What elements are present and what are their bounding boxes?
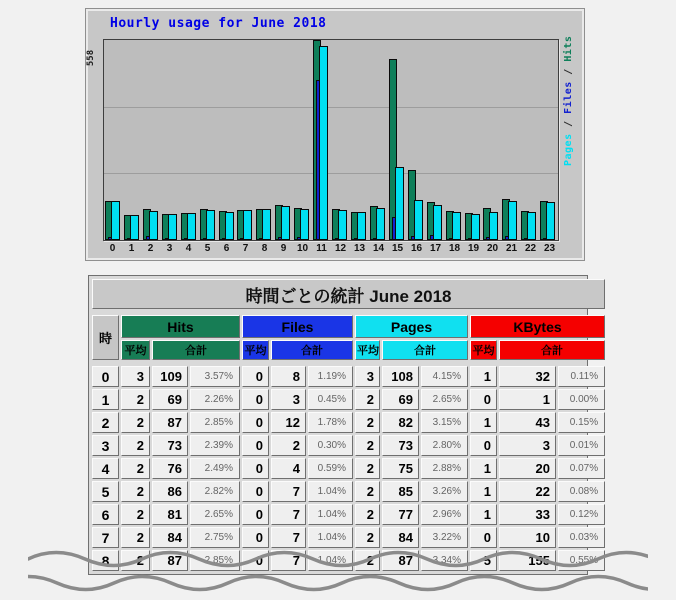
cell-hits-pct: 2.85%	[190, 412, 240, 433]
cell-files-pct: 1.04%	[308, 481, 353, 502]
bar-pages	[319, 46, 328, 240]
cell-kbytes-avg: 1	[470, 481, 497, 502]
hour-bar-group	[236, 40, 255, 240]
cell-files-pct: 1.78%	[308, 412, 353, 433]
bar-pages	[225, 212, 234, 240]
cell-hits-pct: 2.75%	[190, 527, 240, 548]
x-axis-labels	[103, 243, 559, 254]
chart-title: Hourly usage for June 2018	[110, 16, 327, 31]
files-avg-header: 平均	[242, 340, 269, 360]
x-axis-tick-label: 11	[316, 243, 327, 254]
cell-hour: 8	[92, 550, 119, 571]
cell-hits-pct: 2.85%	[190, 550, 240, 571]
spacer-row	[92, 311, 605, 313]
cell-kbytes-pct: 0.03%	[558, 527, 605, 548]
cell-pages-total: 82	[382, 412, 419, 433]
cell-hits-avg: 2	[121, 389, 150, 410]
kbytes-avg-header: 平均	[470, 340, 497, 360]
x-axis-tick-label: 20	[486, 243, 499, 254]
cell-hits-pct: 2.65%	[190, 504, 240, 525]
cell-files-avg: 0	[242, 389, 269, 410]
bar-pages	[187, 213, 196, 240]
hour-bar-group	[464, 40, 483, 240]
bar-pages	[452, 212, 461, 240]
hour-bar-group	[369, 40, 388, 240]
x-axis-tick-label: 23	[543, 243, 556, 254]
cell-kbytes-avg: 1	[470, 458, 497, 479]
x-axis-tick-label: 7	[242, 243, 249, 254]
hour-bar-group	[293, 40, 312, 240]
cell-hits-avg: 2	[121, 504, 150, 525]
bar-pages	[168, 214, 177, 240]
bar-pages	[300, 209, 309, 240]
cell-hour: 4	[92, 458, 119, 479]
cell-pages-pct: 3.34%	[421, 550, 468, 571]
cell-kbytes-pct: 0.00%	[558, 389, 605, 410]
bars-container	[104, 40, 558, 240]
x-axis-tick-label: 18	[448, 243, 461, 254]
cell-hits-total: 69	[152, 389, 188, 410]
cell-files-pct: 1.04%	[308, 504, 353, 525]
cell-hits-total: 73	[152, 435, 188, 456]
x-axis-tick-label: 8	[261, 243, 268, 254]
cell-files-avg: 0	[242, 366, 269, 387]
table-row	[92, 481, 605, 502]
cell-kbytes-pct: 0.15%	[558, 412, 605, 433]
right-axis-label	[563, 36, 574, 166]
cell-files-avg: 0	[242, 504, 269, 525]
cell-kbytes-avg: 1	[470, 412, 497, 433]
cell-pages-avg: 2	[355, 481, 380, 502]
x-axis-tick-label: 0	[109, 243, 116, 254]
x-axis-tick-label: 4	[185, 243, 192, 254]
cell-files-avg: 0	[242, 527, 269, 548]
cell-pages-total: 87	[382, 550, 419, 571]
cell-hits-pct: 2.26%	[190, 389, 240, 410]
kbytes-total-header: 合計	[499, 340, 605, 360]
hour-bar-group	[312, 40, 331, 240]
hour-bar-group	[255, 40, 274, 240]
y-axis-max-label: 558	[86, 49, 96, 67]
hour-bar-group	[520, 40, 539, 240]
cell-pages-avg: 2	[355, 550, 380, 571]
cell-files-total: 7	[271, 527, 306, 548]
cell-kbytes-avg: 0	[470, 435, 497, 456]
cell-kbytes-avg: 0	[470, 389, 497, 410]
cell-kbytes-total: 3	[499, 435, 556, 456]
x-axis-tick-label: 3	[166, 243, 173, 254]
cell-kbytes-total: 20	[499, 458, 556, 479]
cell-kbytes-total: 32	[499, 366, 556, 387]
cell-hits-avg: 2	[121, 550, 150, 571]
table-title: 時間ごとの統計 June 2018	[92, 279, 605, 309]
cell-files-total: 7	[271, 550, 306, 571]
cell-hits-avg: 2	[121, 481, 150, 502]
cell-hits-avg: 2	[121, 435, 150, 456]
bar-pages	[111, 201, 120, 240]
cell-hits-pct: 2.49%	[190, 458, 240, 479]
x-axis-tick-label: 6	[223, 243, 230, 254]
x-axis-tick-label: 21	[505, 243, 518, 254]
table-row	[92, 435, 605, 456]
cell-pages-total: 84	[382, 527, 419, 548]
bar-pages	[262, 209, 271, 240]
bar-pages	[149, 211, 158, 240]
pages-total-header: 合計	[382, 340, 468, 360]
hour-bar-group	[274, 40, 293, 240]
cell-kbytes-total: 43	[499, 412, 556, 433]
hour-bar-group	[161, 40, 180, 240]
hour-bar-group	[350, 40, 369, 240]
bar-pages	[527, 212, 536, 240]
cell-pages-pct: 2.88%	[421, 458, 468, 479]
cell-pages-pct: 4.15%	[421, 366, 468, 387]
pages-avg-header: 平均	[355, 340, 380, 360]
cell-pages-pct: 2.80%	[421, 435, 468, 456]
cell-pages-total: 85	[382, 481, 419, 502]
cell-files-total: 4	[271, 458, 306, 479]
cell-pages-avg: 3	[355, 366, 380, 387]
cell-pages-total: 69	[382, 389, 419, 410]
legend-files: Files	[563, 81, 574, 114]
cell-pages-avg: 2	[355, 504, 380, 525]
cell-files-pct: 1.04%	[308, 527, 353, 548]
cell-files-avg: 0	[242, 458, 269, 479]
hourly-stats-table-frame	[88, 275, 599, 575]
cell-kbytes-total: 22	[499, 481, 556, 502]
pages-header: Pages	[355, 315, 468, 338]
cell-hits-avg: 2	[121, 458, 150, 479]
bar-pages	[130, 215, 139, 240]
cell-kbytes-avg: 1	[470, 504, 497, 525]
cell-hour: 3	[92, 435, 119, 456]
cell-files-pct: 0.59%	[308, 458, 353, 479]
cell-files-avg: 0	[242, 412, 269, 433]
legend-hits: Hits	[563, 35, 574, 62]
x-axis-tick-label: 14	[372, 243, 385, 254]
bar-pages	[508, 201, 517, 240]
hour-bar-group	[426, 40, 445, 240]
cell-pages-pct: 2.65%	[421, 389, 468, 410]
cell-hits-total: 86	[152, 481, 188, 502]
cell-pages-total: 108	[382, 366, 419, 387]
hour-bar-group	[104, 40, 123, 240]
cell-hits-total: 84	[152, 527, 188, 548]
cell-hits-pct: 3.57%	[190, 366, 240, 387]
legend-separator: /	[563, 113, 574, 134]
table-row	[92, 366, 605, 387]
hour-bar-group	[445, 40, 464, 240]
cell-pages-avg: 2	[355, 527, 380, 548]
cell-files-total: 7	[271, 481, 306, 502]
cell-files-avg: 0	[242, 481, 269, 502]
x-axis-tick-label: 13	[353, 243, 366, 254]
bar-pages	[243, 210, 252, 240]
x-axis-tick-label: 2	[147, 243, 154, 254]
table-row	[92, 412, 605, 433]
x-axis-tick-label: 10	[296, 243, 309, 254]
cell-hits-pct: 2.39%	[190, 435, 240, 456]
cell-hour: 7	[92, 527, 119, 548]
cell-files-pct: 1.19%	[308, 366, 353, 387]
bar-pages	[281, 206, 290, 240]
x-axis-tick-label: 16	[410, 243, 423, 254]
cell-kbytes-pct: 0.11%	[558, 366, 605, 387]
bar-pages	[206, 210, 215, 240]
files-header: Files	[242, 315, 353, 338]
hourly-usage-chart	[85, 8, 585, 261]
legend-pages: Pages	[563, 133, 574, 166]
kbytes-header: KBytes	[470, 315, 605, 338]
hits-avg-header: 平均	[121, 340, 150, 360]
hour-bar-group	[142, 40, 161, 240]
hour-bar-group	[218, 40, 237, 240]
spacer-row	[92, 362, 605, 364]
legend-separator: /	[563, 61, 574, 82]
bar-pages	[489, 212, 498, 240]
cell-hits-pct: 2.82%	[190, 481, 240, 502]
cell-kbytes-pct: 0.08%	[558, 481, 605, 502]
hour-bar-group	[331, 40, 350, 240]
cell-pages-total: 75	[382, 458, 419, 479]
hits-total-header: 合計	[152, 340, 240, 360]
hour-bar-group	[482, 40, 501, 240]
hour-column-header: 時	[92, 315, 119, 360]
table-row	[92, 504, 605, 525]
x-axis-tick-label: 19	[467, 243, 480, 254]
cell-hour: 6	[92, 504, 119, 525]
hour-bar-group	[180, 40, 199, 240]
cell-files-pct: 1.04%	[308, 550, 353, 571]
x-axis-tick-label: 12	[334, 243, 347, 254]
cell-files-avg: 0	[242, 550, 269, 571]
cell-pages-total: 73	[382, 435, 419, 456]
hour-bar-group	[199, 40, 218, 240]
cell-kbytes-pct: 0.01%	[558, 435, 605, 456]
cell-pages-pct: 3.15%	[421, 412, 468, 433]
bar-pages	[546, 202, 555, 240]
cell-files-total: 3	[271, 389, 306, 410]
x-axis-tick-label: 22	[524, 243, 537, 254]
bar-pages	[395, 167, 404, 240]
cell-kbytes-pct: 0.12%	[558, 504, 605, 525]
hour-bar-group	[501, 40, 520, 240]
plot-area	[103, 39, 559, 241]
cell-pages-avg: 2	[355, 435, 380, 456]
cell-hour: 2	[92, 412, 119, 433]
hits-header: Hits	[121, 315, 240, 338]
cell-files-pct: 0.30%	[308, 435, 353, 456]
cell-pages-avg: 2	[355, 389, 380, 410]
files-total-header: 合計	[271, 340, 353, 360]
cell-pages-avg: 2	[355, 458, 380, 479]
cell-kbytes-total: 10	[499, 527, 556, 548]
cell-pages-total: 77	[382, 504, 419, 525]
bar-pages	[414, 200, 423, 240]
hour-bar-group	[388, 40, 407, 240]
cell-kbytes-total: 33	[499, 504, 556, 525]
cell-hits-total: 76	[152, 458, 188, 479]
cell-hits-avg: 2	[121, 527, 150, 548]
cell-hour: 5	[92, 481, 119, 502]
cell-files-total: 7	[271, 504, 306, 525]
cell-pages-pct: 3.22%	[421, 527, 468, 548]
cell-kbytes-avg: 0	[470, 527, 497, 548]
cell-pages-avg: 2	[355, 412, 380, 433]
cell-hits-avg: 3	[121, 366, 150, 387]
cell-kbytes-pct: 0.07%	[558, 458, 605, 479]
cell-hits-avg: 2	[121, 412, 150, 433]
torn-edge-wave-top	[28, 553, 648, 566]
cell-hour: 1	[92, 389, 119, 410]
cell-kbytes-avg: 1	[470, 366, 497, 387]
cell-hits-total: 87	[152, 550, 188, 571]
x-axis-tick-label: 5	[204, 243, 211, 254]
x-axis-tick-label: 9	[280, 243, 287, 254]
cell-kbytes-avg: 5	[470, 550, 497, 571]
cell-files-total: 12	[271, 412, 306, 433]
cell-hits-total: 87	[152, 412, 188, 433]
x-axis-tick-label: 17	[429, 243, 442, 254]
cell-kbytes-total: 1	[499, 389, 556, 410]
bar-pages	[471, 214, 480, 240]
x-axis-tick-label: 15	[391, 243, 404, 254]
hour-bar-group	[539, 40, 558, 240]
cell-kbytes-total: 155	[499, 550, 556, 571]
cell-hits-total: 109	[152, 366, 188, 387]
cell-files-pct: 0.45%	[308, 389, 353, 410]
cell-files-total: 2	[271, 435, 306, 456]
bar-pages	[433, 205, 442, 240]
hour-bar-group	[123, 40, 142, 240]
table-row	[92, 458, 605, 479]
cell-hour: 0	[92, 366, 119, 387]
cell-files-avg: 0	[242, 435, 269, 456]
table-row	[92, 389, 605, 410]
hourly-stats-table	[90, 277, 607, 573]
cell-pages-pct: 2.96%	[421, 504, 468, 525]
cell-files-total: 8	[271, 366, 306, 387]
cell-hits-total: 81	[152, 504, 188, 525]
bar-pages	[357, 212, 366, 240]
cell-kbytes-pct: 0.55%	[558, 550, 605, 571]
hour-bar-group	[407, 40, 426, 240]
x-axis-tick-label: 1	[128, 243, 135, 254]
bar-pages	[376, 208, 385, 240]
torn-edge-decoration	[28, 540, 648, 600]
cell-pages-pct: 3.26%	[421, 481, 468, 502]
bar-pages	[338, 210, 347, 240]
